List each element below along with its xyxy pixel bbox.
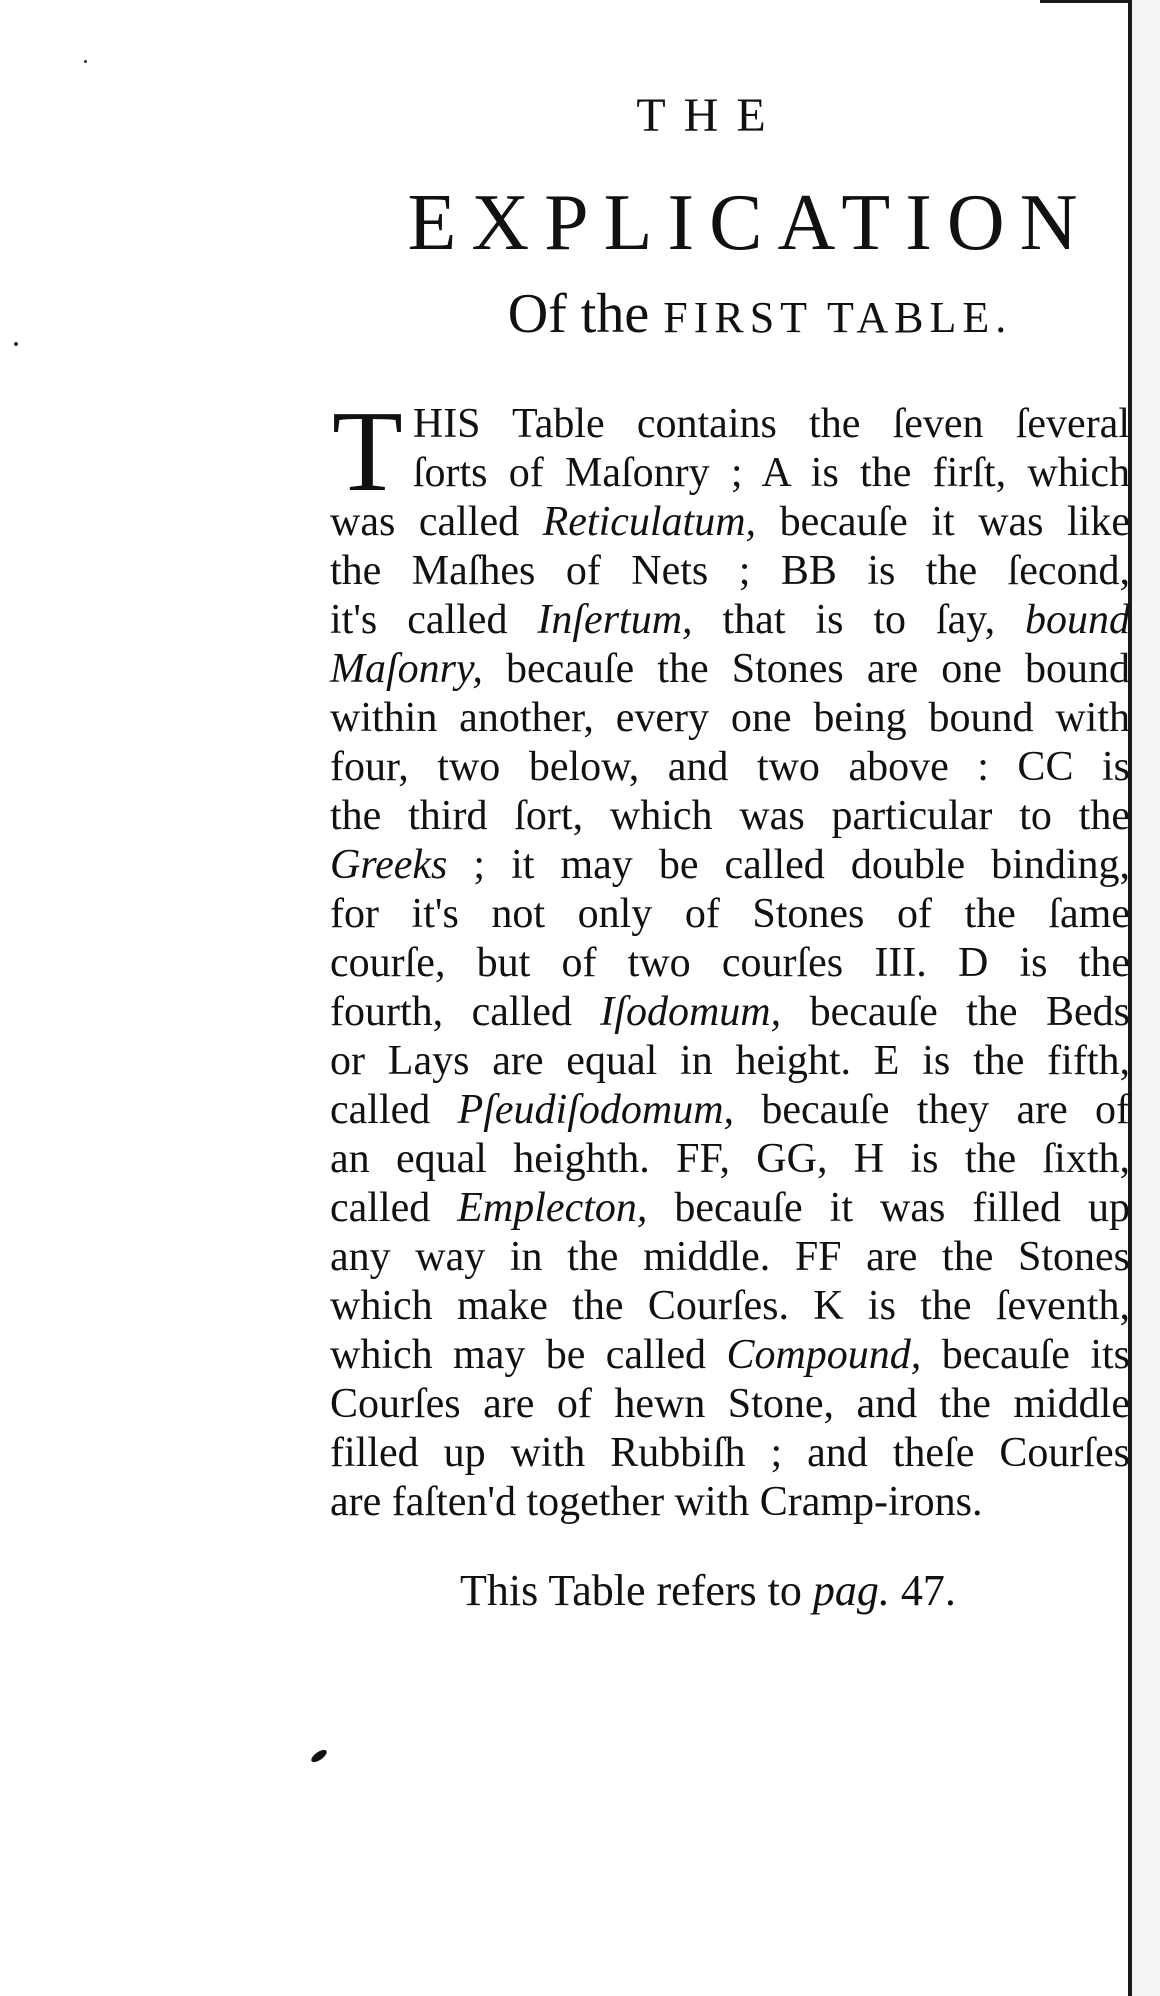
text-line bbox=[330, 1380, 1130, 1429]
text-line bbox=[330, 1429, 1130, 1478]
text-segment: courſe, but of two courſes III. D is the bbox=[330, 940, 1130, 986]
text-line bbox=[330, 1086, 1130, 1135]
text-segment: the third ſort, which was particular to the bbox=[330, 793, 1130, 839]
text-line bbox=[330, 939, 1130, 988]
heading-subtitle-table: TABLE. bbox=[827, 293, 1013, 342]
heading-subtitle-first: FIRST bbox=[663, 293, 814, 342]
ink-speck bbox=[14, 342, 18, 346]
text-line bbox=[330, 498, 1130, 547]
text-segment: an equal heighth. FF, GG, H is the ſixth, bbox=[330, 1136, 1130, 1182]
ink-mark bbox=[309, 1748, 328, 1765]
text-segment: it's called bbox=[330, 597, 538, 643]
text-segment: which make the Courſes. K is the ſeventh, bbox=[330, 1283, 1130, 1329]
text-segment: called bbox=[330, 1185, 458, 1231]
text-segment: within another, every one being bound with bbox=[330, 695, 1130, 741]
text-segment: fourth, called bbox=[330, 989, 601, 1035]
reference-number: 47. bbox=[889, 1566, 956, 1615]
text-line bbox=[330, 1037, 1130, 1086]
heading-the: THE bbox=[636, 89, 784, 142]
explication-body bbox=[330, 388, 1131, 1527]
text-line bbox=[330, 596, 1130, 645]
text-segment: or Lays are equal in height. E is the fifth, bbox=[330, 1038, 1130, 1084]
text-line bbox=[330, 449, 1130, 498]
page-reference bbox=[460, 1565, 1080, 1616]
italic-term: Iſodomum, bbox=[600, 989, 782, 1035]
text-segment: becauſe the Stones are one bound bbox=[482, 646, 1130, 692]
text-segment: ſorts of Maſonry ; A is the firſt, which bbox=[412, 450, 1130, 496]
page-gutter bbox=[1132, 0, 1160, 1996]
heading-subtitle bbox=[440, 282, 1080, 346]
text-line bbox=[330, 1331, 1130, 1380]
reference-prefix: This Table refers to bbox=[460, 1566, 813, 1615]
text-line bbox=[330, 743, 1130, 792]
text-segment: are faſten'd together with Cramp-irons. bbox=[330, 1479, 983, 1525]
text-segment: becauſe the Beds bbox=[781, 989, 1131, 1035]
text-segment: four, two below, and two above : CC is bbox=[330, 744, 1130, 790]
italic-term: Emplecton, bbox=[457, 1185, 648, 1231]
text-segment: the Maſhes of Nets ; BB is the ſecond, bbox=[330, 548, 1130, 594]
italic-term: Maſonry, bbox=[330, 646, 483, 692]
text-line bbox=[330, 547, 1130, 596]
ink-speck bbox=[84, 60, 87, 63]
reference-pag: pag. bbox=[812, 1566, 890, 1615]
text-line bbox=[330, 400, 1130, 449]
text-line bbox=[330, 1478, 1130, 1527]
text-line bbox=[330, 890, 1130, 939]
text-segment: becauſe it was like bbox=[756, 499, 1130, 545]
italic-term: Greeks bbox=[330, 842, 448, 888]
text-line bbox=[330, 645, 1130, 694]
text-line bbox=[330, 1282, 1130, 1331]
text-segment: becauſe it was filled up bbox=[647, 1185, 1130, 1231]
text-segment: called bbox=[330, 1087, 458, 1133]
text-line bbox=[330, 841, 1130, 890]
text-segment: that is to ſay, bbox=[692, 597, 1026, 643]
text-line bbox=[330, 1135, 1130, 1184]
drop-cap: T bbox=[332, 388, 403, 516]
heading-explication: EXPLICATION bbox=[407, 179, 1093, 267]
text-line bbox=[330, 1184, 1130, 1233]
text-segment: becauſe they are of bbox=[734, 1087, 1130, 1133]
text-segment: ; it may be called double binding, bbox=[447, 842, 1130, 888]
italic-term: Inſertum, bbox=[537, 597, 693, 643]
text-line bbox=[330, 792, 1130, 841]
italic-term: Compound, bbox=[726, 1332, 922, 1378]
text-segment: Courſes are of hewn Stone, and the middle bbox=[330, 1381, 1130, 1427]
text-segment: was called bbox=[330, 499, 543, 545]
heading-subtitle-prefix: Of the bbox=[507, 283, 664, 345]
text-segment: which may be called bbox=[330, 1332, 727, 1378]
text-segment: any way in the middle. FF are the Stones bbox=[330, 1234, 1130, 1280]
italic-term: Pſeudiſodomum, bbox=[457, 1087, 735, 1133]
text-segment: HIS Table contains the ſeven ſeveral bbox=[412, 401, 1130, 447]
text-segment: for it's not only of Stones of the ſame bbox=[330, 891, 1130, 937]
text-line bbox=[330, 988, 1130, 1037]
page-top-rule bbox=[1040, 0, 1132, 3]
text-line bbox=[330, 694, 1130, 743]
italic-term: Reticulatum, bbox=[542, 499, 757, 545]
text-segment: becauſe its bbox=[921, 1332, 1131, 1378]
italic-term: bound bbox=[1025, 597, 1131, 643]
text-line bbox=[330, 1233, 1130, 1282]
text-segment: filled up with Rubbiſh ; and theſe Courſes bbox=[330, 1430, 1130, 1476]
